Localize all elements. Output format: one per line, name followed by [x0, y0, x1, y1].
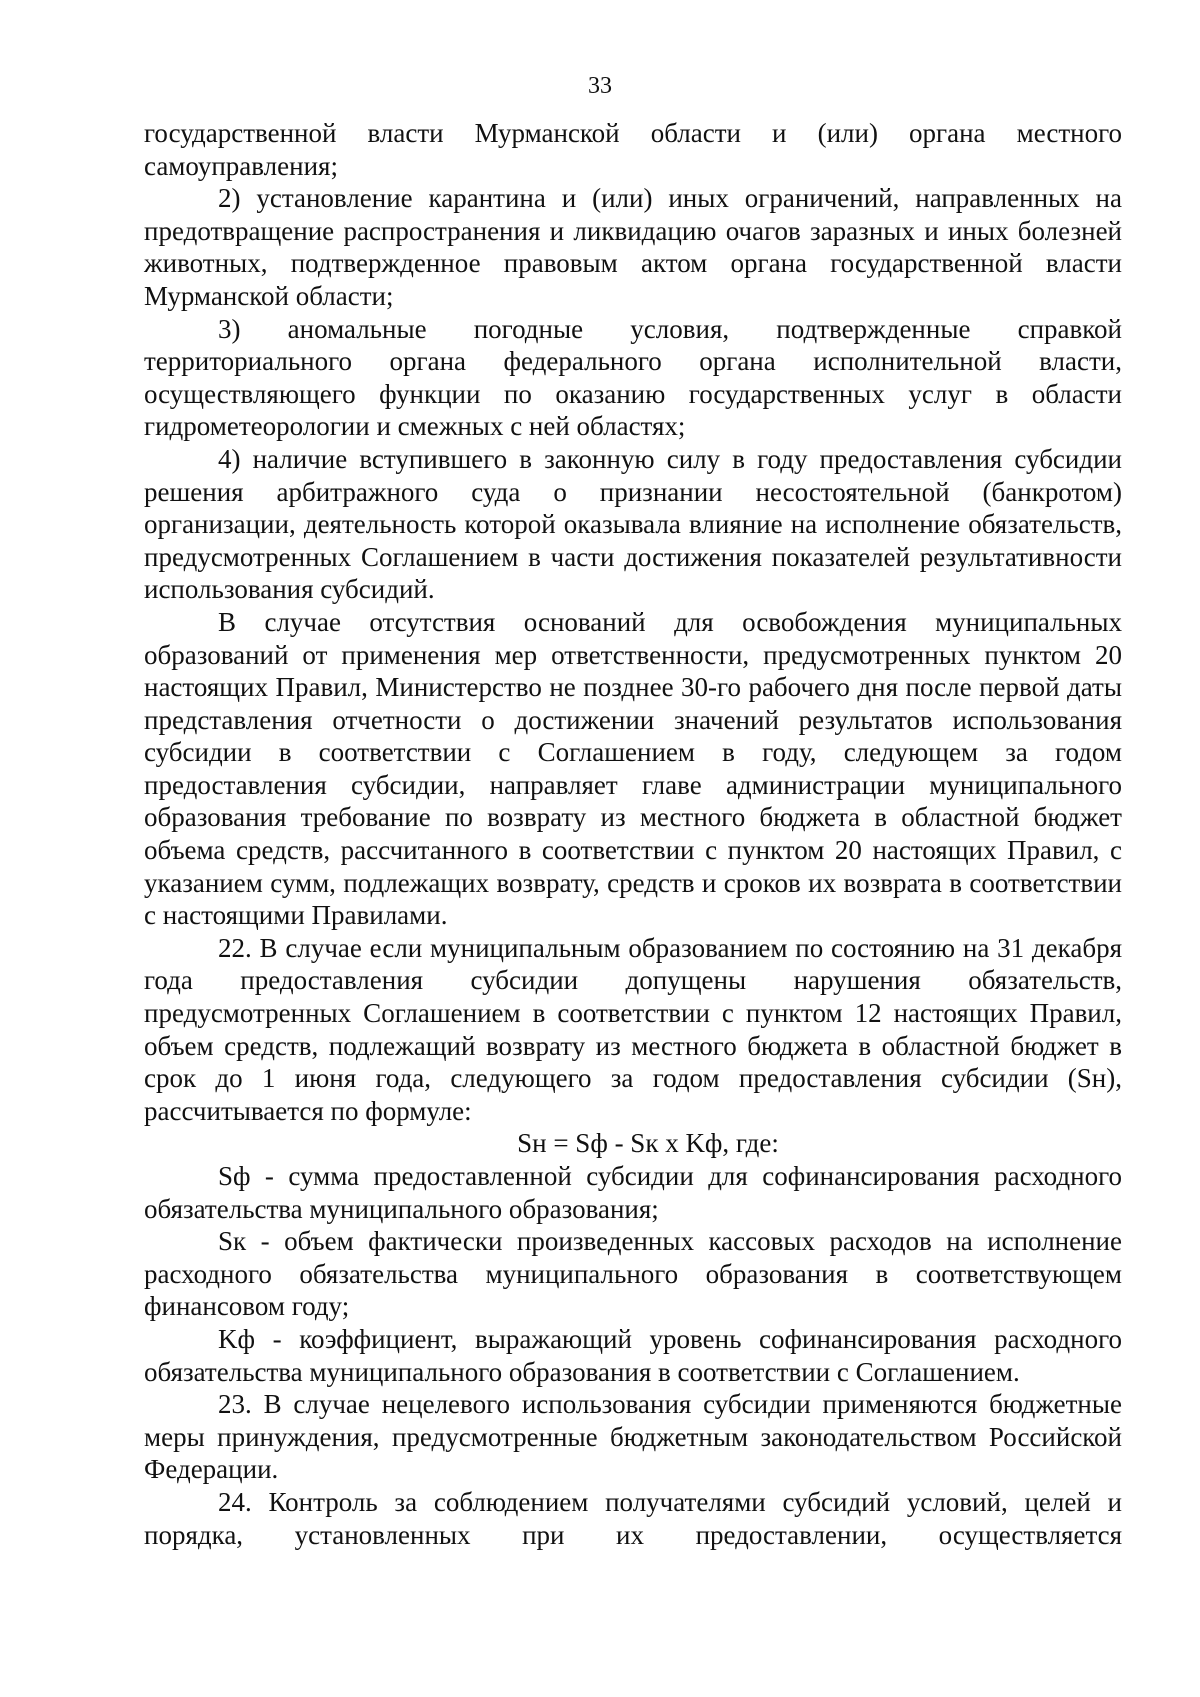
paragraph-23: 23. В случае нецелевого использования субсидии применяются бюджетные меры принуждения, предусмотренные бюджетным законодательством Российской Федерации.: [144, 1389, 1122, 1485]
paragraph-item-4: 4) наличие вступившего в законную силу в году предоставления субсидии решения арбитражного суда о признании несостоятельной (банкротом) организации, деятельность которой оказывала влияние на исполнение обязательств, предусмотренных Соглашением в части достижения показателей результативности использования субсидий.: [144, 443, 1122, 605]
paragraph-sf-definition: Sф - сумма предоставленной субсидии для софинансирования расходного обязательства муниципального образования;: [144, 1161, 1122, 1224]
paragraph-item-3: 3) аномальные погодные условия, подтвержденные справкой территориального органа федерального органа исполнительной власти, осуществляющего функции по оказанию государственных услуг в области гидрометеорологии и смежных с ней областях;: [144, 313, 1122, 442]
paragraph-sk-definition: Sк - объем фактически произведенных кассовых расходов на исполнение расходного обязательства муниципального образования в соответствующем финансовом году;: [144, 1226, 1122, 1322]
paragraph-22: 22. В случае если муниципальным образованием по состоянию на 31 декабря года предоставления субсидии допущены нарушения обязательств, предусмотренных Соглашением в соответствии с пунктом 12 настоящих Правил, объем средств, подлежащий возврату из местного бюджета в областной бюджет в срок до 1 июня года, следующего за годом предоставления субсидии (Sн), рассчитывается по формуле:: [144, 932, 1122, 1126]
document-body: [144, 117, 1122, 1551]
paragraph-no-grounds: В случае отсутствия оснований для освобождения муниципальных образований от применения мер ответственности, предусмотренных пунктом 20 настоящих Правил, Министерство не позднее 30-го рабочего дня после первой даты представления отчетности о достижении значений результатов использования субсидии в соответствии с Соглашением в году, следующем за годом предоставления субсидии, направляет главе администрации муниципального образования требование по возврату из местного бюджета в областной бюджет объема средств, рассчитанного в соответствии с пунктом 20 настоящих Правил, с указанием сумм, подлежащих возврату, средств и сроков их возврата в соответствии с настоящими Правилами.: [144, 606, 1122, 931]
paragraph-kf-definition: Kф - коэффициент, выражающий уровень софинансирования расходного обязательства муниципального образования в соответствии с Соглашением.: [144, 1323, 1122, 1387]
paragraph-item-2: 2) установление карантина и (или) иных ограничений, направленных на предотвращение распространения и ликвидацию очагов заразных и иных болезней животных, подтвержденное правовым актом органа государственной власти Мурманской области;: [144, 183, 1122, 311]
paragraph-continuation: государственной власти Мурманской области и (или) органа местного самоуправления;: [144, 118, 1122, 181]
formula: Sн = Sф - Sк х Kф, где:: [517, 1128, 779, 1159]
paragraph-24: 24. Контроль за соблюдением получателями субсидий условий, целей и порядка, установленных при их предоставлении, осуществляется: [144, 1486, 1122, 1550]
page-number: 33: [588, 73, 612, 99]
